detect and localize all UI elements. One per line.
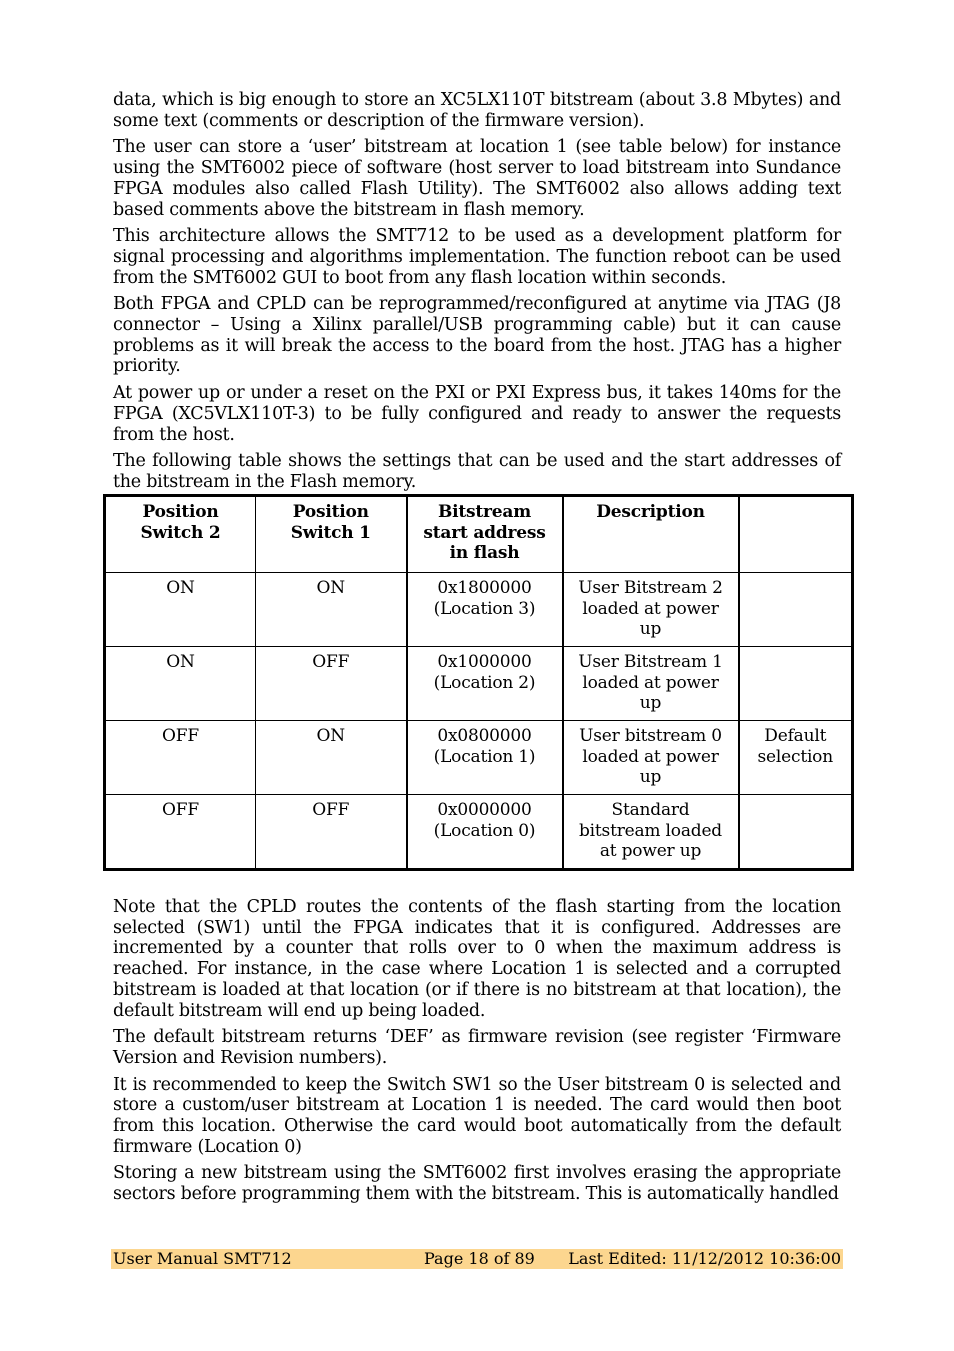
table-row: [105, 721, 853, 795]
cell-description: User bitstream 0 loaded at power up: [563, 721, 739, 795]
cell-notes: Default selection: [739, 721, 853, 795]
cell-address: 0x1800000 (Location 3): [407, 573, 563, 647]
paragraph: The following table shows the settings that can be used and the start addresses of the bitstream in the Flash memory.: [113, 451, 841, 492]
paragraph: data, which is big enough to store an XC5LX110T bitstream (about 3.8 Mbytes) and some text (comments or description of the firmware version).: [113, 90, 841, 131]
page-footer: [111, 1249, 843, 1269]
cell-switch-2: ON: [105, 647, 256, 721]
cell-switch-2: OFF: [105, 795, 256, 870]
cell-switch-2: OFF: [105, 721, 256, 795]
cell-switch-1: ON: [256, 721, 407, 795]
header-notes: [739, 496, 853, 573]
cell-description: User Bitstream 2 loaded at power up: [563, 573, 739, 647]
cell-switch-1: OFF: [256, 795, 407, 870]
cell-address: 0x0000000 (Location 0): [407, 795, 563, 870]
paragraph: The default bitstream returns ‘DEF’ as firmware revision (see register ‘Firmware Version and Revision numbers).: [113, 1027, 841, 1068]
paragraph: The user can store a ‘user’ bitstream at location 1 (see table below) for instance using the SMT6002 piece of software (host server to load bitstream into Sundance FPGA modules also called Flash Utility). The SMT6002 also allows adding text based comments above the bitstream in flash memory.: [113, 137, 841, 220]
table-row: [105, 573, 853, 647]
header-position-switch-1: Position Switch 1: [256, 496, 407, 573]
paragraph: Storing a new bitstream using the SMT6002 first involves erasing the appropriate sectors before programming them with the bitstream. This is automatically handled: [113, 1163, 841, 1205]
header-description: Description: [563, 496, 739, 573]
footer-document-title: User Manual SMT712: [113, 1249, 292, 1268]
header-start-address: Bitstream start address in flash: [407, 496, 563, 573]
header-position-switch-2: Position Switch 2: [105, 496, 256, 573]
bottom-text-block: [113, 897, 841, 1211]
paragraph: Note that the CPLD routes the contents of the flash starting from the location selected (SW1) until the FPGA indicates that it is configured. Addresses are incremented by a counter that rolls over to 0 when the maximum address is reached. For instance, in the case where Location 1 is selected and a corrupted bitstream is loaded at that location (or if there is no bitstream at that location), the default bitstream will end up being loaded.: [113, 897, 841, 1021]
cell-notes: [739, 647, 853, 721]
table-row: [105, 795, 853, 870]
cell-switch-1: ON: [256, 573, 407, 647]
table-header-row: [105, 496, 853, 573]
cell-notes: [739, 795, 853, 870]
paragraph: At power up or under a reset on the PXI or PXI Express bus, it takes 140ms for the FPGA (XC5VLX110T-3) to be fully configured and ready to answer the requests from the host.: [113, 383, 841, 445]
footer-page-number: Page 18 of 89: [424, 1249, 535, 1268]
cell-address: 0x0800000 (Location 1): [407, 721, 563, 795]
paragraph: Both FPGA and CPLD can be reprogrammed/reconfigured at anytime via JTAG (J8 connector – Using a Xilinx parallel/USB programming cable) but it can cause problems as it will break the access to the board from the host. JTAG has a higher priority.: [113, 294, 841, 377]
top-text-block: [113, 90, 841, 499]
cell-switch-2: ON: [105, 573, 256, 647]
cell-notes: [739, 573, 853, 647]
cell-address: 0x1000000 (Location 2): [407, 647, 563, 721]
switch-settings-table: [103, 494, 854, 871]
paragraph: It is recommended to keep the Switch SW1 so the User bitstream 0 is selected and store a custom/user bitstream at Location 1 is needed. The card would then boot from this location. Otherwise the card would boot automatically from the default firmware (Location 0): [113, 1074, 841, 1157]
footer-last-edited: Last Edited: 11/12/2012 10:36:00: [568, 1249, 841, 1268]
paragraph: This architecture allows the SMT712 to be used as a development platform for signal processing and algorithms implementation. The function reboot can be used from the SMT6002 GUI to boot from any flash location within seconds.: [113, 226, 841, 288]
cell-switch-1: OFF: [256, 647, 407, 721]
cell-description: User Bitstream 1 loaded at power up: [563, 647, 739, 721]
cell-description: Standard bitstream loaded at power up: [563, 795, 739, 870]
table-row: [105, 647, 853, 721]
